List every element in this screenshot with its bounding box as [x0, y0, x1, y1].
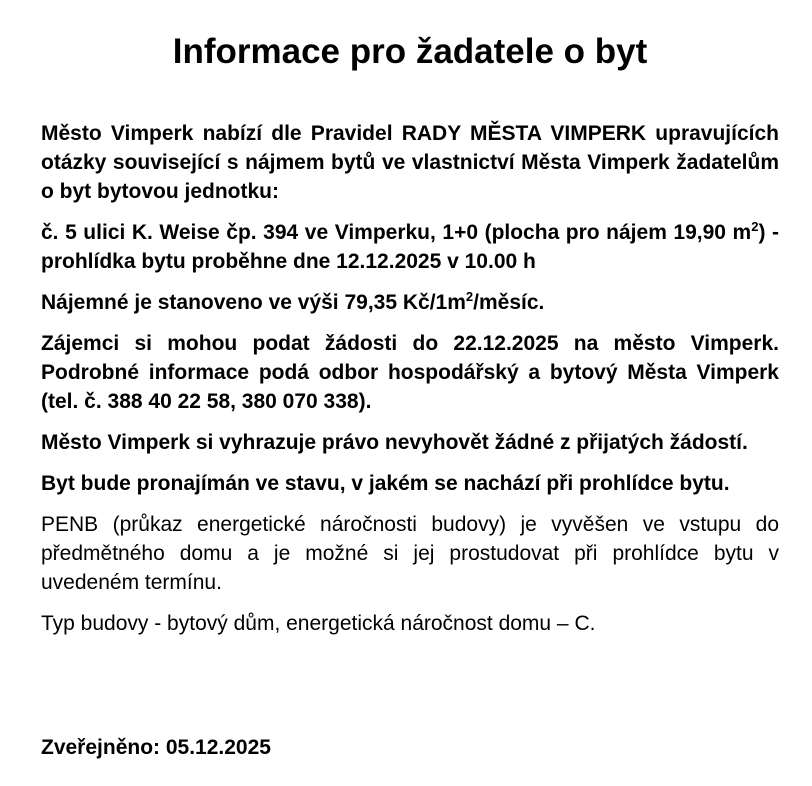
rent-text-after: /měsíc. — [473, 291, 545, 314]
unit-text-before: č. 5 ulici K. Weise čp. 394 ve Vimperku, 1+0 (plocha pro nájem 19,90 m — [41, 221, 752, 244]
intro-paragraph: Město Vimperk nabízí dle Pravidel RADY MĚSTA VIMPERK upravujících otázky související s nájmem bytů ve vlastnictví Města Vimperk žadatelům o byt bytovou jednotku: — [41, 122, 779, 203]
unit-text-after: ) - prohlídka bytu proběhne dne 12.12.2025 v 10.00 h — [41, 221, 779, 273]
rent-superscript: 2 — [465, 289, 474, 304]
unit-paragraph — [41, 218, 779, 276]
published-date: Zveřejněno: 05.12.2025 — [41, 736, 271, 759]
rent-text-before: Nájemné je stanoveno ve výši 79,35 Kč/1m — [41, 291, 466, 314]
condition-paragraph: Byt bude pronajímán ve stavu, v jakém se nachází při prohlídce bytu. — [41, 472, 730, 495]
unit-superscript: 2 — [751, 219, 759, 234]
document-body — [41, 119, 779, 638]
reservation-paragraph: Město Vimperk si vyhrazuje právo nevyhovět žádné z přijatých žádostí. — [41, 431, 748, 454]
applications-paragraph: Zájemci si mohou podat žádosti do 22.12.2025 na město Vimperk. Podrobné informace podá odbor hospodářský a bytový Města Vimperk (tel. č. 388 40 22 58, 380 070 338). — [41, 332, 779, 413]
document-title: Informace pro žadatele o byt — [172, 32, 648, 71]
building-type-paragraph: Typ budovy - bytový dům, energetická náročnost domu – C. — [41, 612, 596, 635]
rent-paragraph — [41, 288, 779, 317]
penb-paragraph: PENB (průkaz energetické náročnosti budovy) je vyvěšen ve vstupu do předmětného domu a je možné si jej prostudovat při prohlídce bytu v uvedeném termínu. — [41, 513, 779, 594]
